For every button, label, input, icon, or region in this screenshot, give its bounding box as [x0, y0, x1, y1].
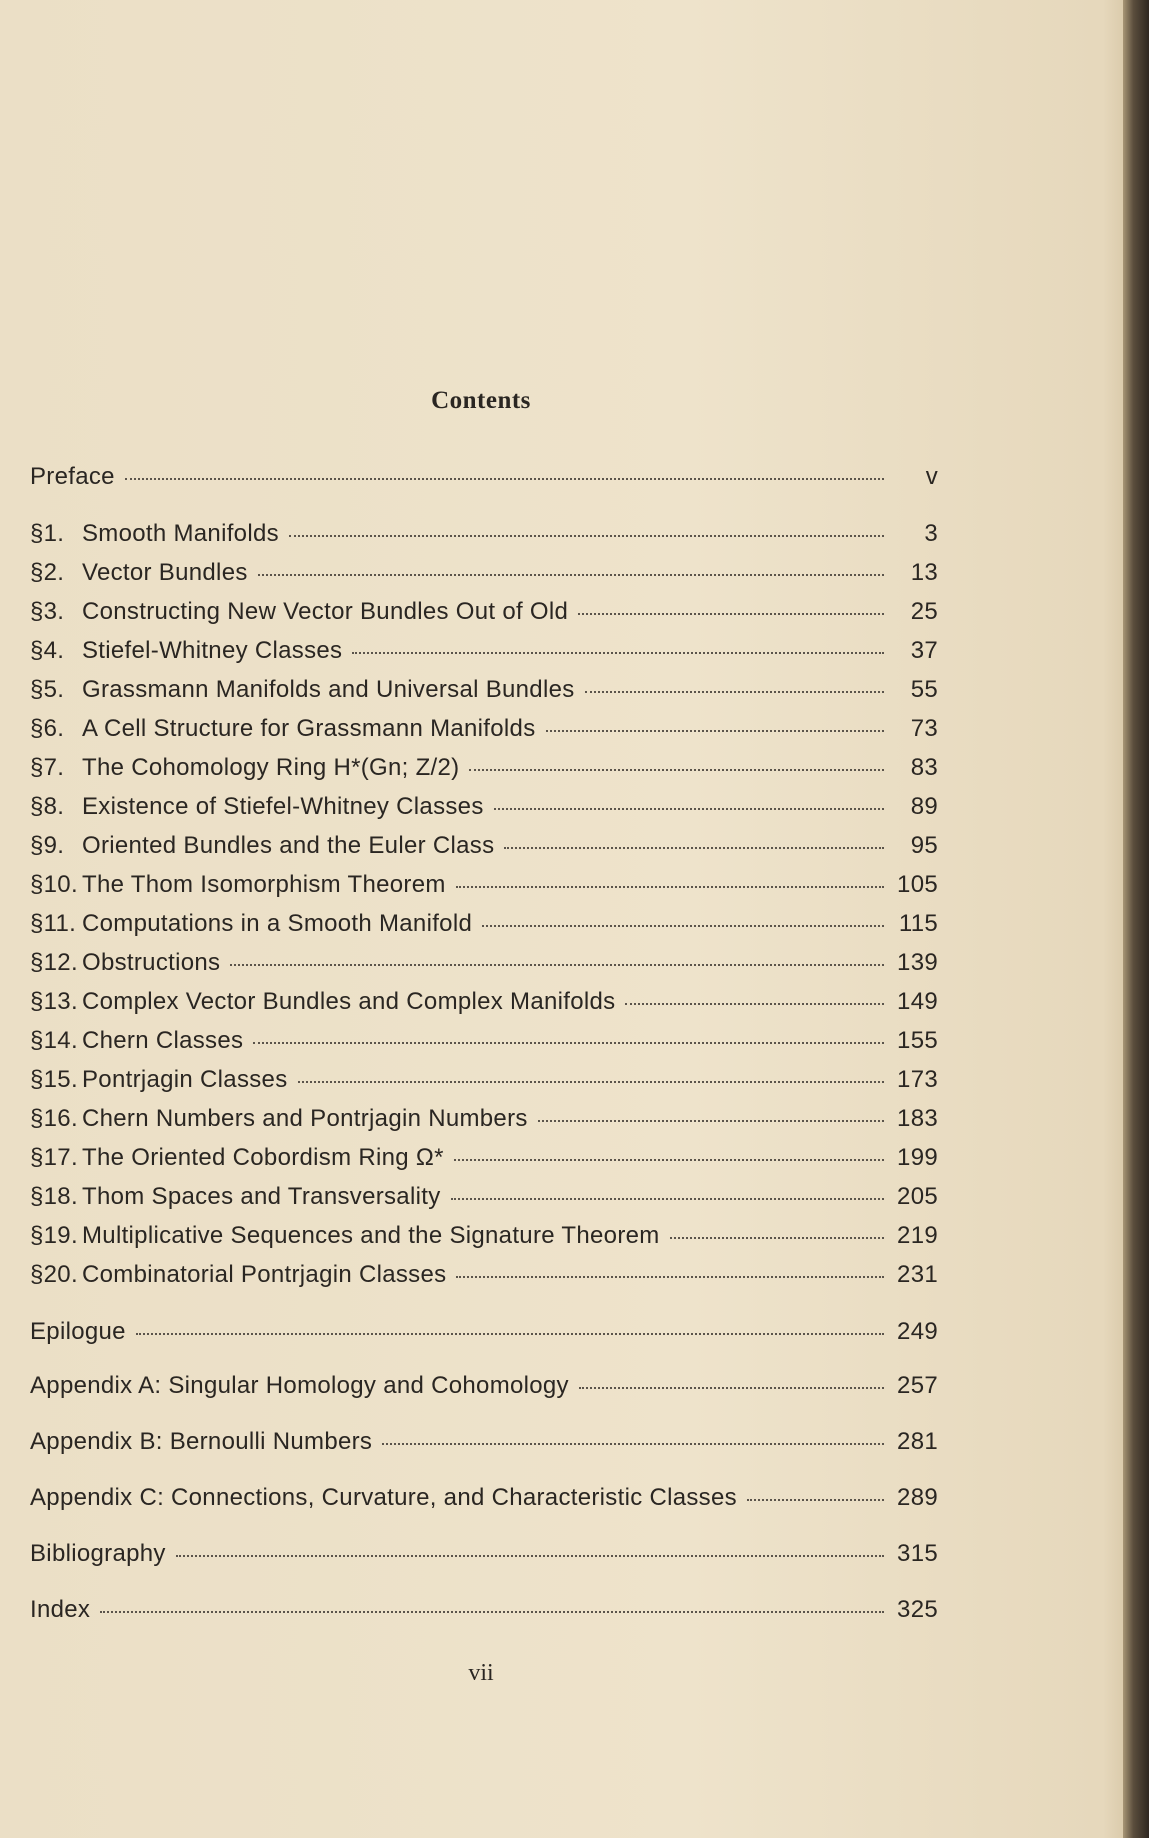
- toc-entry-number: §1.: [30, 520, 65, 547]
- toc-entry-chapter: [30, 520, 938, 554]
- dot-leader: [253, 1042, 884, 1044]
- toc-entry-number: §16.: [30, 1105, 78, 1132]
- toc-entry-number: §15.: [30, 1066, 78, 1093]
- toc-entry-label: Appendix A: Singular Homology and Cohomology: [30, 1372, 569, 1399]
- toc-entry-label: Thom Spaces and Transversality: [82, 1183, 441, 1210]
- toc-entry-label: Chern Numbers and Pontrjagin Numbers: [82, 1105, 528, 1132]
- toc-entry-label: Combinatorial Pontrjagin Classes: [82, 1261, 447, 1288]
- toc-entry-page: 183: [897, 1105, 938, 1132]
- toc-entry-page: 95: [910, 832, 938, 859]
- toc-entry-index: [30, 1596, 938, 1630]
- toc-entry-chapter: [30, 715, 938, 749]
- toc-entry-number: §10.: [30, 871, 78, 898]
- toc-entry-number: §13.: [30, 988, 78, 1015]
- toc-entry-label: Oriented Bundles and the Euler Class: [82, 832, 495, 859]
- dot-leader: [625, 1003, 884, 1005]
- toc-entry-label: Existence of Stiefel-Whitney Classes: [82, 793, 484, 820]
- toc-entry-chapter: [30, 754, 938, 788]
- toc-entry-page: 139: [897, 949, 938, 976]
- toc-entry-chapter: [30, 1144, 938, 1178]
- toc-entry-number: §3.: [30, 598, 65, 625]
- dot-leader: [482, 925, 884, 927]
- toc-entry-page: 173: [897, 1066, 938, 1093]
- page-title: Contents: [431, 387, 531, 414]
- toc-entry-label: Appendix B: Bernoulli Numbers: [30, 1428, 373, 1455]
- dot-leader: [136, 1333, 884, 1335]
- toc-entry-label: Smooth Manifolds: [82, 520, 279, 547]
- dot-leader: [230, 964, 884, 966]
- dot-leader: [298, 1081, 885, 1083]
- toc-entry-appendix-c: [30, 1484, 938, 1518]
- toc-entry-label: Epilogue: [30, 1318, 126, 1345]
- toc-entry-label: Pontrjagin Classes: [82, 1066, 288, 1093]
- toc-entry-page: 55: [910, 676, 938, 703]
- dot-leader: [456, 1276, 884, 1278]
- dot-leader: [176, 1555, 884, 1557]
- toc-entry-page: 219: [897, 1222, 938, 1249]
- dot-leader: [352, 652, 884, 654]
- toc-entry-chapter: [30, 1222, 938, 1256]
- toc-entry-page: 115: [898, 910, 938, 937]
- toc-entry-label: A Cell Structure for Grassmann Manifolds: [82, 715, 536, 742]
- toc-entry-page: 83: [910, 754, 938, 781]
- dot-leader: [258, 574, 884, 576]
- dot-leader: [456, 886, 884, 888]
- dot-leader: [538, 1120, 884, 1122]
- toc-entry-page: 257: [897, 1372, 938, 1399]
- dot-leader: [289, 535, 884, 537]
- toc-entry-preface: [30, 463, 938, 497]
- dot-leader: [125, 478, 884, 480]
- toc-entry-label: Computations in a Smooth Manifold: [82, 910, 473, 937]
- dot-leader: [670, 1237, 884, 1239]
- toc-entry-number: §17.: [30, 1144, 78, 1171]
- toc-entry-label: Stiefel-Whitney Classes: [82, 637, 343, 664]
- toc-entry-page: 199: [897, 1144, 938, 1171]
- toc-entry-number: §8.: [30, 793, 65, 820]
- toc-entry-chapter: [30, 1105, 938, 1139]
- toc-entry-label: Chern Classes: [82, 1027, 244, 1054]
- toc-entry-chapter: [30, 793, 938, 827]
- toc-entry-label: Obstructions: [82, 949, 221, 976]
- toc-entry-label: The Oriented Cobordism Ring Ω*: [82, 1144, 444, 1171]
- toc-entry-chapter: [30, 559, 938, 593]
- toc-entry-chapter: [30, 910, 938, 944]
- toc-entry-chapter: [30, 676, 938, 710]
- toc-entry-chapter: [30, 832, 938, 866]
- toc-entry-number: §5.: [30, 676, 65, 703]
- dot-leader: [579, 1387, 884, 1389]
- dot-leader: [469, 769, 884, 771]
- toc-entry-page: 37: [910, 637, 938, 664]
- dot-leader: [585, 691, 884, 693]
- dot-leader: [382, 1443, 884, 1445]
- toc-entry-page: 73: [910, 715, 938, 742]
- toc-entry-number: §11.: [30, 910, 77, 937]
- toc-entry-number: §18.: [30, 1183, 78, 1210]
- dot-leader: [578, 613, 884, 615]
- toc-entry-page: 249: [897, 1318, 938, 1345]
- toc-entry-page: 231: [897, 1261, 938, 1288]
- toc-entry-number: §20.: [30, 1261, 78, 1288]
- toc-entry-page: 289: [897, 1484, 938, 1511]
- toc-entry-chapter: [30, 1027, 938, 1061]
- toc-entry-number: §14.: [30, 1027, 78, 1054]
- toc-entry-chapter: [30, 871, 938, 905]
- toc-entry-page: 105: [897, 871, 938, 898]
- toc-entry-chapter: [30, 1183, 938, 1217]
- toc-entry-label: Preface: [30, 463, 115, 490]
- toc-entry-number: §9.: [30, 832, 65, 859]
- toc-entry-label: Constructing New Vector Bundles Out of Old: [82, 598, 569, 625]
- dot-leader: [504, 847, 884, 849]
- toc-entry-epilogue: [30, 1318, 938, 1352]
- toc-entry-number: §7.: [30, 754, 65, 781]
- toc-entry-appendix-a: [30, 1372, 938, 1406]
- toc-entry-chapter: [30, 1261, 938, 1295]
- toc-entry-page: 325: [897, 1596, 938, 1623]
- toc-entry-label: Bibliography: [30, 1540, 166, 1567]
- toc-entry-label: Appendix C: Connections, Curvature, and Characteristic Classes: [30, 1484, 737, 1511]
- dot-leader: [494, 808, 884, 810]
- toc-entry-page: 89: [910, 793, 938, 820]
- toc-entry-label: Complex Vector Bundles and Complex Manifolds: [82, 988, 616, 1015]
- toc-entry-number: §19.: [30, 1222, 78, 1249]
- toc-entry-number: §2.: [30, 559, 65, 586]
- toc-entry-number: §6.: [30, 715, 65, 742]
- toc-entry-label: Multiplicative Sequences and the Signature Theorem: [82, 1222, 660, 1249]
- dot-leader: [451, 1198, 885, 1200]
- toc-entry-page: 13: [910, 559, 938, 586]
- toc-entry-appendix-b: [30, 1428, 938, 1462]
- dot-leader: [747, 1499, 884, 1501]
- toc-entry-number: §12.: [30, 949, 78, 976]
- toc-entry-page: 205: [897, 1183, 938, 1210]
- toc-entry-bibliography: [30, 1540, 938, 1574]
- toc-entry-label: The Cohomology Ring H*(Gn; Z/2): [82, 754, 460, 781]
- dot-leader: [100, 1611, 884, 1613]
- toc-entry-chapter: [30, 988, 938, 1022]
- page-number: vii: [468, 1660, 494, 1686]
- toc-entry-label: The Thom Isomorphism Theorem: [82, 871, 446, 898]
- toc-entry-chapter: [30, 1066, 938, 1100]
- toc-entry-label: Vector Bundles: [82, 559, 248, 586]
- toc-entry-chapter: [30, 598, 938, 632]
- toc-entry-page: 315: [897, 1540, 938, 1567]
- toc-entry-label: Index: [30, 1596, 91, 1623]
- toc-entry-label: Grassmann Manifolds and Universal Bundles: [82, 676, 575, 703]
- toc-entry-chapter: [30, 637, 938, 671]
- dot-leader: [546, 730, 884, 732]
- toc-entry-number: §4.: [30, 637, 65, 664]
- toc-entry-page: 25: [910, 598, 938, 625]
- dot-leader: [454, 1159, 884, 1161]
- toc-entry-page: 155: [897, 1027, 938, 1054]
- toc-entry-page: v: [925, 463, 938, 490]
- toc-entry-page: 149: [897, 988, 938, 1015]
- toc-entry-page: 281: [897, 1428, 938, 1455]
- toc-entry-chapter: [30, 949, 938, 983]
- toc-entry-page: 3: [924, 520, 938, 547]
